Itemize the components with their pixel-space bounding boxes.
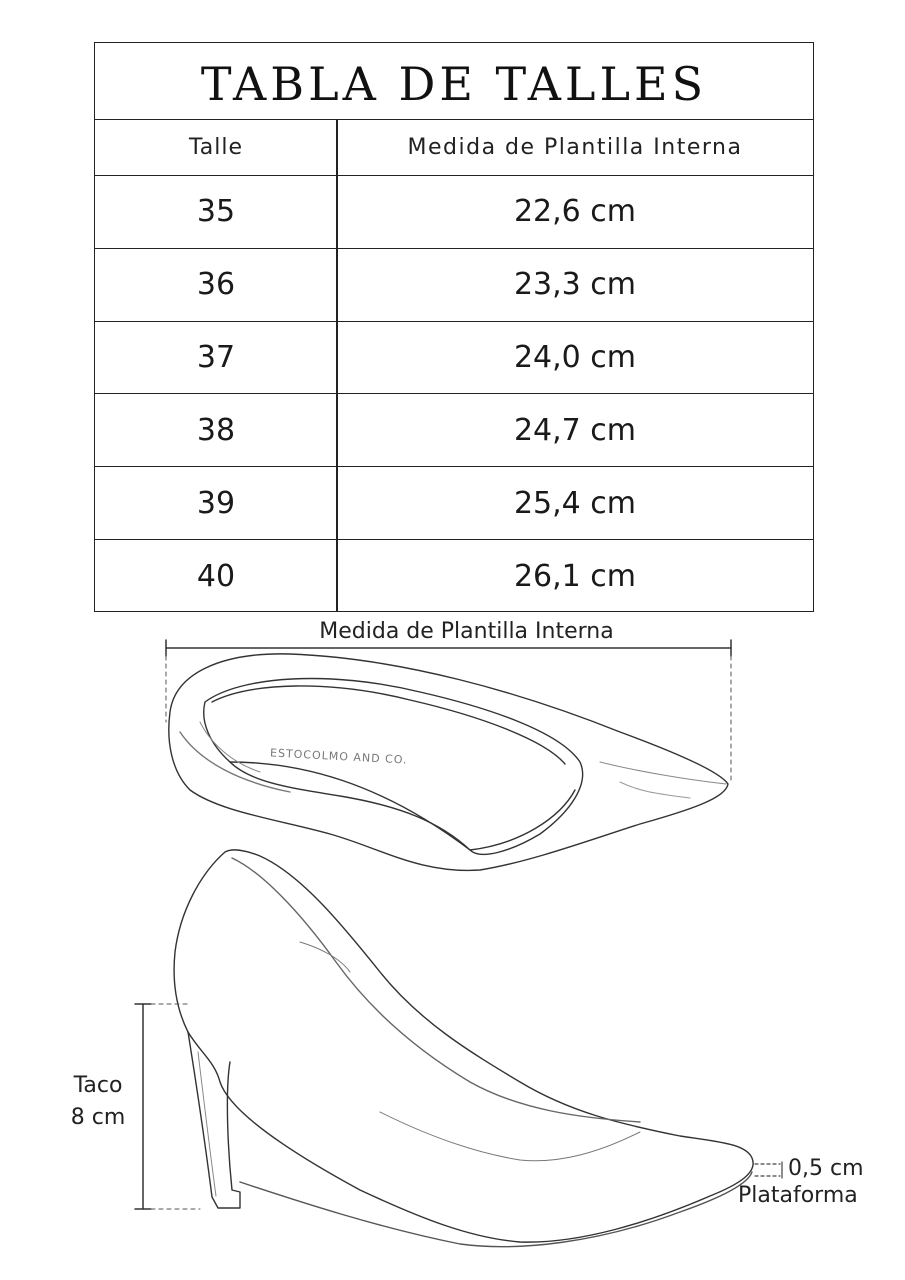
measure-cell: 26,1 cm: [513, 558, 637, 594]
measure-cell: 24,0 cm: [513, 339, 637, 375]
shoe-top-view: [169, 654, 728, 871]
table-row: [95, 249, 813, 322]
size-table: [94, 42, 814, 612]
size-cell: 38: [196, 412, 236, 448]
table-row: [95, 540, 813, 613]
insole-label: Medida de Plantilla Interna: [319, 619, 614, 644]
table-row: [95, 394, 813, 467]
platform-label: Plataforma: [738, 1183, 858, 1208]
measure-cell: 23,3 cm: [513, 267, 637, 303]
platform-value: 0,5 cm: [788, 1156, 864, 1181]
table-row: [95, 176, 813, 249]
size-cell: 37: [196, 339, 236, 375]
size-cell: 36: [196, 267, 236, 303]
shoe-side-view: [174, 850, 753, 1247]
table-title: TABLA DE TALLES: [200, 57, 708, 111]
table-body: [95, 176, 813, 611]
table-row: [95, 322, 813, 395]
header-measure: Medida de Plantilla Interna: [407, 135, 743, 160]
heel-label-value: 8 cm: [70, 1105, 126, 1130]
brand-stamp: ESTOCOLMO AND CO.: [269, 746, 408, 767]
measure-cell: 24,7 cm: [513, 412, 637, 448]
table-header-row: [95, 120, 813, 176]
measure-cell: 25,4 cm: [513, 485, 637, 521]
heel-label: [62, 1070, 134, 1134]
table-row: [95, 467, 813, 540]
heel-guide-lines: [151, 1004, 200, 1209]
shoe-diagram: [0, 612, 905, 1280]
heel-measure-line: [135, 1004, 151, 1209]
measure-cell: 22,6 cm: [513, 194, 637, 230]
size-cell: 35: [196, 194, 236, 230]
size-cell: 39: [196, 485, 236, 521]
header-size: Talle: [188, 135, 244, 160]
table-title-row: [95, 43, 813, 120]
platform-measure-line: [755, 1162, 782, 1178]
shoe-sketch: [0, 612, 905, 1280]
insole-guide-lines: [166, 656, 731, 784]
size-cell: 40: [196, 558, 236, 594]
heel-label-title: Taco: [73, 1073, 123, 1098]
